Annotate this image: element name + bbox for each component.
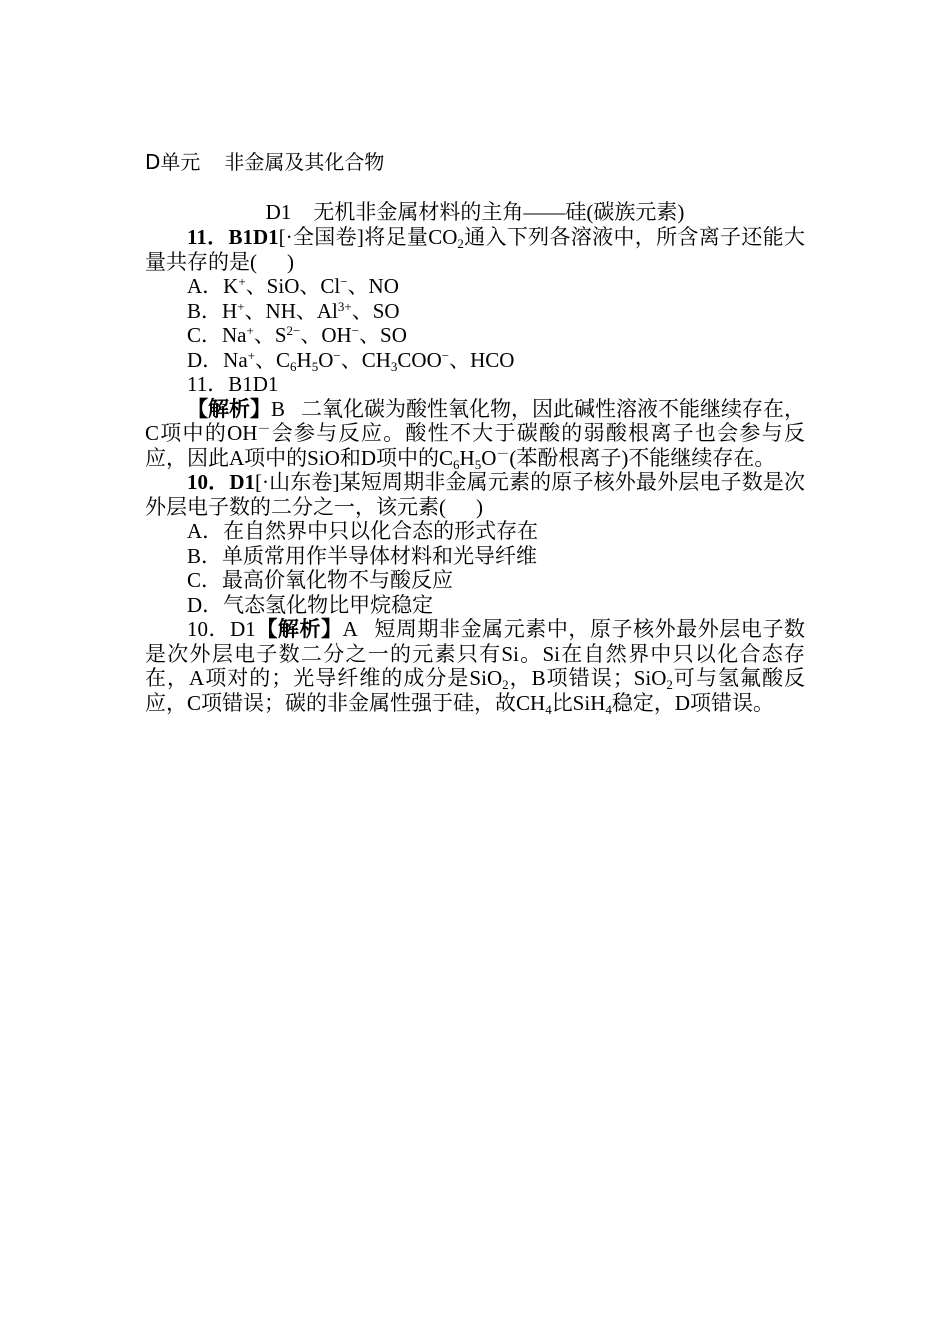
unit-code: D单元 xyxy=(145,150,201,174)
option-b: B．单质常用作半导体材料和光导纤维 xyxy=(187,543,538,568)
question-tag: D1 xyxy=(229,470,255,494)
analysis-10: 10．D1【解析】A 短周期非金属元素中，原子核外最外层电子数是次外层电子数二分之一的元素只有Si。Si在自然界中只以化合态存在，A项对的；光导纤维的成分是SiO$_2$，B项错误；SiO$_2$可与氢氟酸反应，C项错误；碳的非金属性强于硅，故$CH_4$比SiH$_4$稳定，D项错误。 xyxy=(145,617,806,717)
option-c: C．Na+、$S^{2-}$、OH−、SO xyxy=(187,323,407,347)
option-b: B．H+、NH、$Al^{3+}$、SO xyxy=(187,298,400,323)
option-a: A．K+、SiO、Cl−、NO xyxy=(187,274,399,298)
option-a: A．在自然界中只以化合态的形式存在 xyxy=(187,519,539,543)
option-d: D．气态氢化物比甲烷稳定 xyxy=(187,592,434,617)
analysis-11: 【解析】B 二氧化碳为酸性氧化物，因此碱性溶液不能继续存在，C项中的OH－会参与反应。酸性不大于碳酸的弱酸根离子也会参与反应，因此A项中的SiO和D项中的$C_6H_5O^-$(苯酚根离子)不能继续存在。 xyxy=(145,396,806,472)
analysis-label: 【解析】 xyxy=(187,396,271,421)
option-c: C．最高价氧化物不与酸反应 xyxy=(187,568,454,592)
option-d: D．Na+、$C_6H_5O^-$、$CH_3COO^-$、HCO xyxy=(187,347,515,374)
unit-title: 非金属及其化合物 xyxy=(224,150,385,174)
section-title: 无机非金属材料的主角——硅(碳族元素) xyxy=(313,200,685,224)
unit-heading xyxy=(145,150,805,175)
section-code: D1 xyxy=(265,200,292,224)
answer-11-head: 11．B1D1 xyxy=(187,372,279,396)
question-10-stem: 10．D1[·山东卷]某短周期非金属元素的原子核外最外层电子数是次外层电子数的二分之一，该元素( ) xyxy=(145,470,806,519)
analysis-label: 【解析】 xyxy=(255,617,343,641)
question-source: [·山东卷] xyxy=(254,470,340,494)
question-source: [·全国卷] xyxy=(278,225,364,249)
question-tag: B1D1 xyxy=(228,225,279,249)
question-11-stem: 11．B1D1[·全国卷]将足量$CO_2$通入下列各溶液中，所含离子还能大量共存的是( ) xyxy=(145,225,805,274)
section-heading xyxy=(145,200,805,225)
content xyxy=(145,225,805,715)
